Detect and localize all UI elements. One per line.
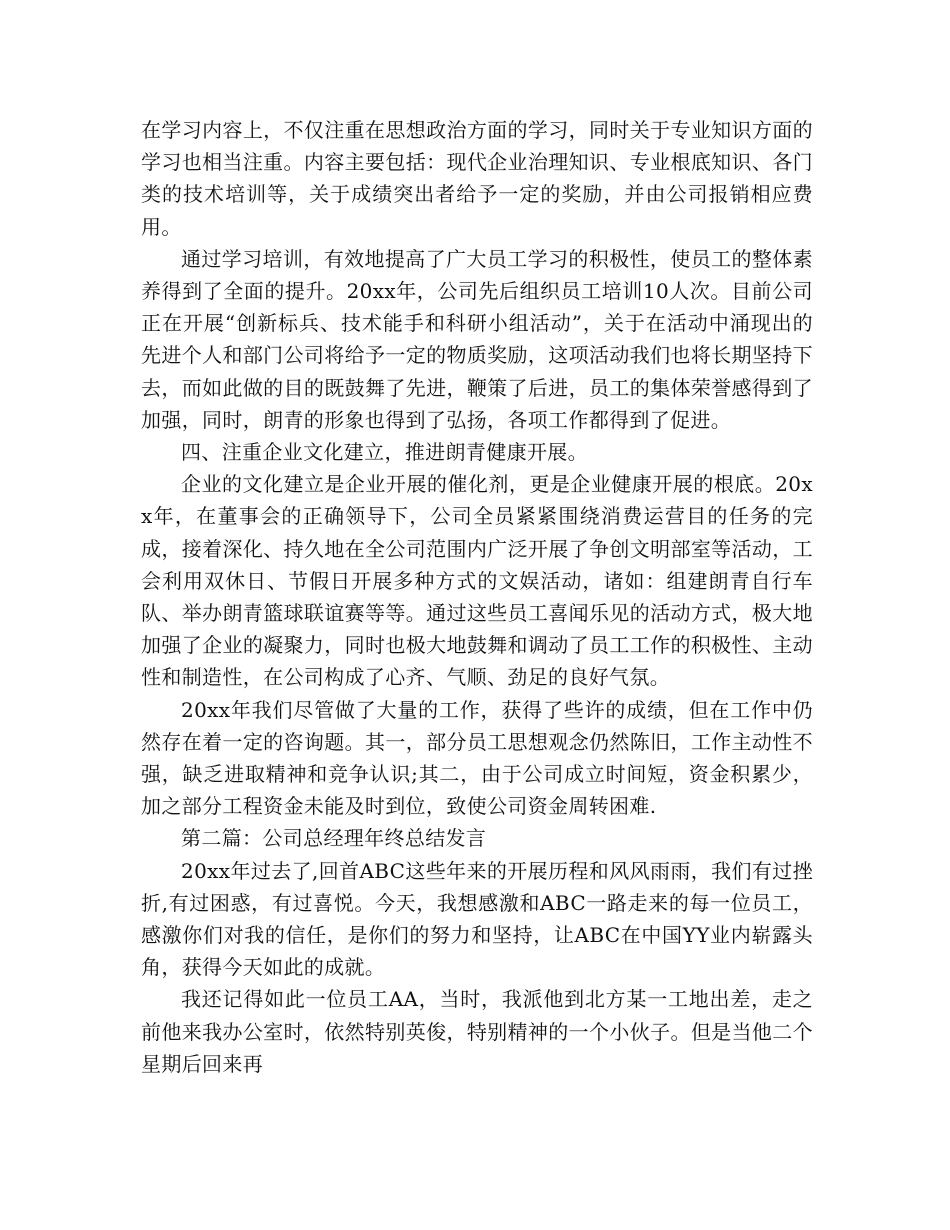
paragraph-6: 我还记得如此一位员工AA，当时，我派他到北方某一工地出差，走之前他来我办公室时，依然特别英俊，特别精神的一个小伙子。但是当他二个星期后回来再	[141, 987, 813, 1076]
paragraph-1: 在学习内容上，不仅注重在思想政治方面的学习，同时关于专业知识方面的学习也相当注重。内容主要包括：现代企业治理知识、专业根底知识、各门类的技术培训等，关于成绩突出者给予一定的奖励，并由公司报销相应费用。	[141, 118, 813, 239]
paragraph-2: 通过学习培训，有效地提高了广大员工学习的积极性，使员工的整体素养得到了全面的提升。20xx年，公司先后组织员工培训10人次。目前公司正在开展“创新标兵、技术能手和科研小组活动”，关于在活动中涌现出的先进个人和部门公司将给予一定的物质奖励，这项活动我们也将长期坚持下去，而如此做的目的既鼓舞了先进，鞭策了后进，员工的集体荣誉感得到了加强，同时，朗青的形象也得到了弘扬，各项工作都得到了促进。	[141, 246, 813, 432]
paragraph-3: 企业的文化建立是企业开展的催化剂，更是企业健康开展的根底。20xx年，在董事会的正确领导下，公司全员紧紧围绕消费运营目的任务的完成，接着深化、持久地在全公司范围内广泛开展了争创文明部室等活动，工会利用双休日、节假日开展多种方式的文娱活动，诸如：组建朗青自行车队、举办朗青篮球联谊赛等等。通过这些员工喜闻乐见的活动方式，极大地加强了企业的凝聚力，同时也极大地鼓舞和调动了员工工作的积极性、主动性和制造性，在公司构成了心齐、气顺、劲足的良好气氛。	[141, 472, 813, 690]
paragraph-5: 20xx年过去了,回首ABC这些年来的开展历程和风风雨雨，我们有过挫折,有过困惑，有过喜悦。今天，我想感激和ABC一路走来的每一位员工，感激你们对我的信任，是你们的努力和坚持，让ABC在中国YY业内崭露头角，获得今天如此的成就。	[141, 858, 813, 980]
chapter-title-2: 第二篇：公司总经理年终总结发言	[181, 826, 487, 851]
paragraph-4: 20xx年我们尽管做了大量的工作，获得了些许的成绩，但在工作中仍然存在着一定的咨询题。其一，部分员工思想观念仍然陈旧，工作主动性不强，缺乏进取精神和竞争认识;其二，由于公司成立时间短，资金积累少，加之部分工程资金未能及时到位，致使公司资金周转困难.	[141, 697, 813, 819]
section-heading-4: 四、注重企业文化建立，推进朗青健康开展。	[181, 440, 588, 465]
document-body	[141, 114, 813, 1080]
